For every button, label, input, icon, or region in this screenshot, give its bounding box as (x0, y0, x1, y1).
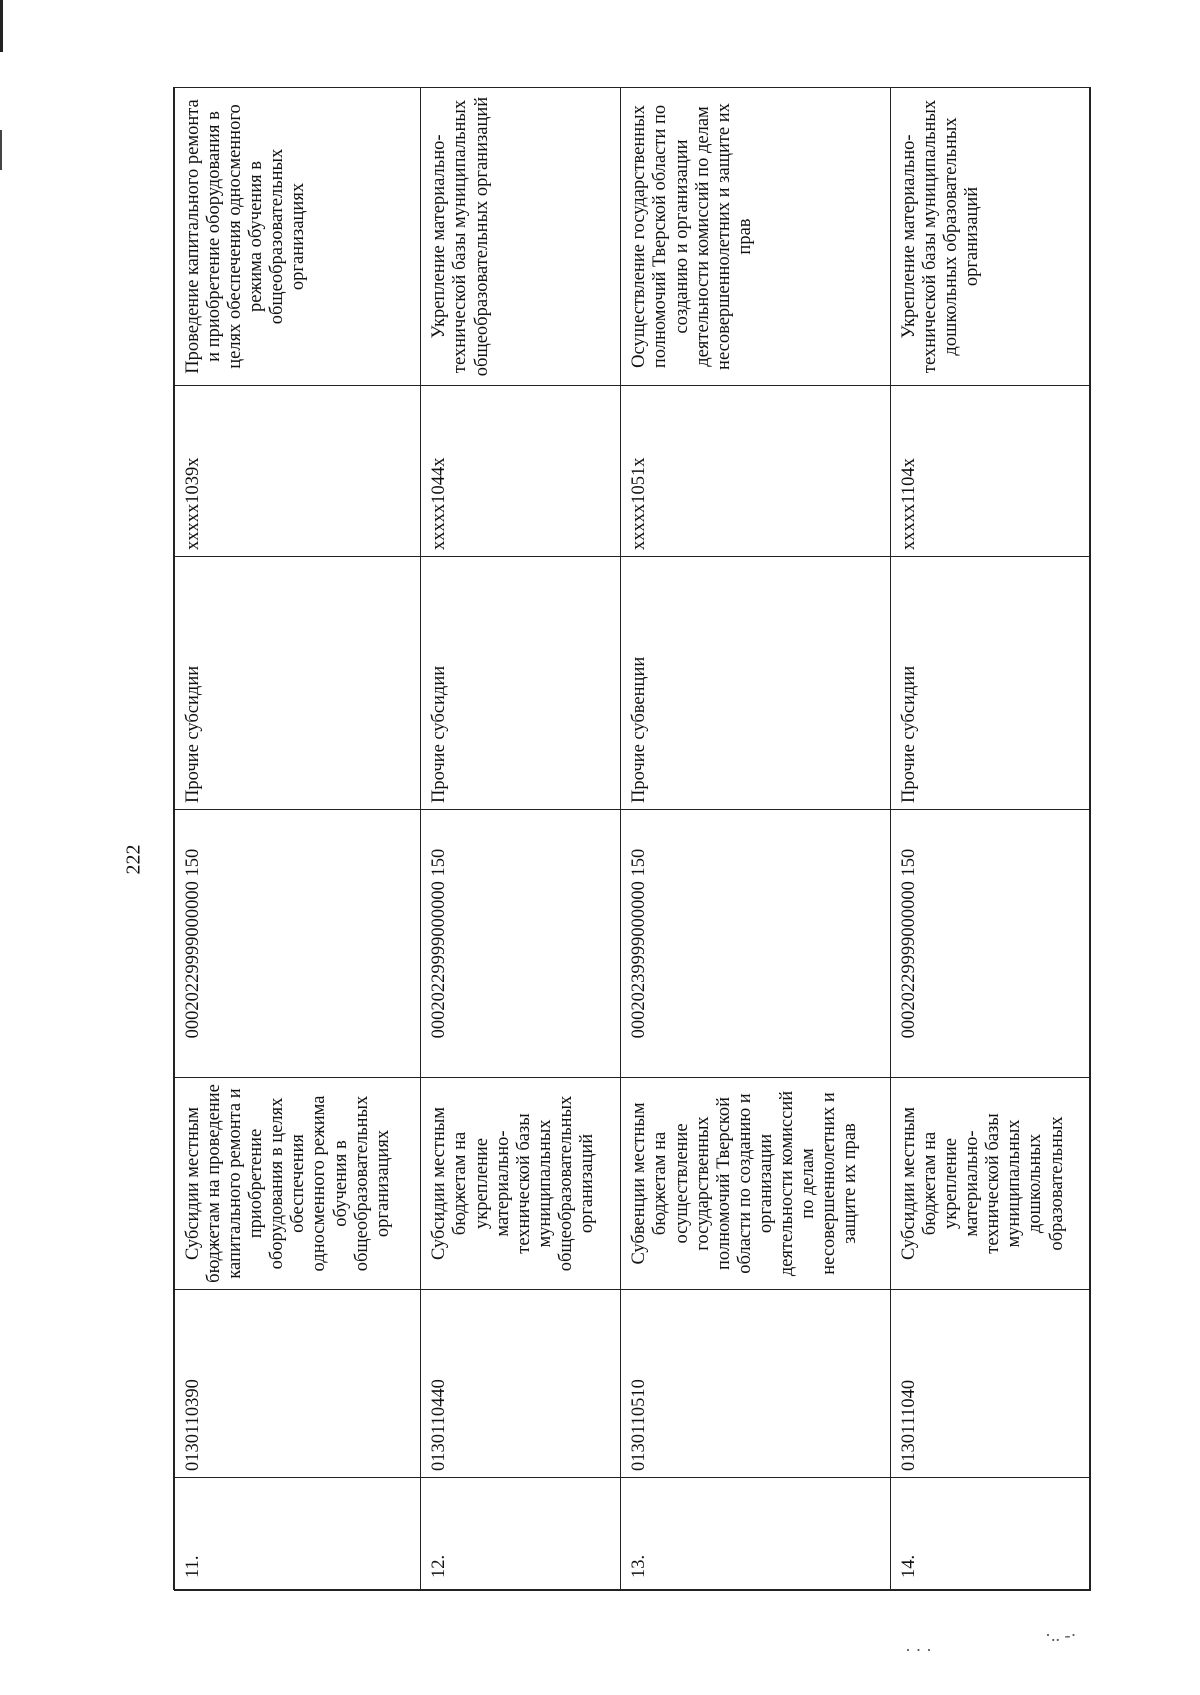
table-row (421, 88, 621, 1591)
program-code: 0130110440 (421, 1290, 621, 1478)
budget-classification-code: 00020229999000000 150 (421, 810, 621, 1078)
target-code: xxxxx1104x (891, 386, 1091, 557)
row-number: 14. (891, 1478, 1091, 1591)
row-number: 12. (421, 1478, 621, 1591)
row-number: 11. (175, 1478, 421, 1591)
budget-classification-code: 00020229999000000 150 (175, 810, 421, 1078)
budget-table-rotated (174, 88, 1091, 1591)
row-description: Субсидии местным бюджетам на проведение капитального ремонта и приобретение оборудования в целях обеспечения односменного режима обучения в общеобразовательных организациях (175, 1078, 421, 1290)
table-row (175, 88, 421, 1591)
row-description: Субсидии местным бюджетам на укрепление материально-технической базы муниципальных дошкольных образовательных (891, 1078, 1091, 1290)
transfer-purpose: Укрепление материально-технической базы муниципальных общеобразовательных организаций (421, 88, 621, 386)
target-code: xxxxx1044x (421, 386, 621, 557)
transfer-purpose: Укрепление материально-технической базы муниципальных дошкольных образовательных организаций (891, 88, 1091, 386)
target-code: xxxxx1039x (175, 386, 421, 557)
program-code: 0130110510 (621, 1290, 891, 1478)
table-row (621, 88, 891, 1591)
scan-noise: ·.. -· (1045, 1625, 1077, 1645)
budget-table (174, 87, 1091, 1591)
row-description: Субвенции местным бюджетам на осуществление государственных полномочий Тверской области по созданию и организации деятельности комиссий по делам несовершеннолетних и защите их прав (621, 1078, 891, 1290)
transfer-type: Прочие субвенции (621, 557, 891, 810)
scan-edge-mark (0, 0, 3, 52)
page-number: 222 (122, 844, 145, 875)
program-code: 0130111040 (891, 1290, 1091, 1478)
budget-classification-code: 00020239999000000 150 (621, 810, 891, 1078)
program-code: 0130110390 (175, 1290, 421, 1478)
transfer-type: Прочие субсидии (175, 557, 421, 810)
row-description: Субсидии местным бюджетам на укрепление материально-технической базы муниципальных общеобразовательных организаций (421, 1078, 621, 1290)
table-row (891, 88, 1091, 1591)
budget-classification-code: 00020229999000000 150 (891, 810, 1091, 1078)
scan-edge-mark (0, 130, 2, 170)
transfer-type: Прочие субсидии (421, 557, 621, 810)
target-code: xxxxx1051x (621, 386, 891, 557)
transfer-purpose: Осуществление государственных полномочий Тверской области по созданию и организации деятельности комиссий по делам несовершеннолетних и защите их прав (621, 88, 891, 386)
scan-noise: · · · (905, 1640, 932, 1660)
row-number: 13. (621, 1478, 891, 1591)
budget-table-frame (173, 87, 1090, 1590)
transfer-purpose: Проведение капитального ремонта и приобретение оборудования в целях обеспечения односменного режима обучения в общеобразовательных организациях (175, 88, 421, 386)
transfer-type: Прочие субсидии (891, 557, 1091, 810)
